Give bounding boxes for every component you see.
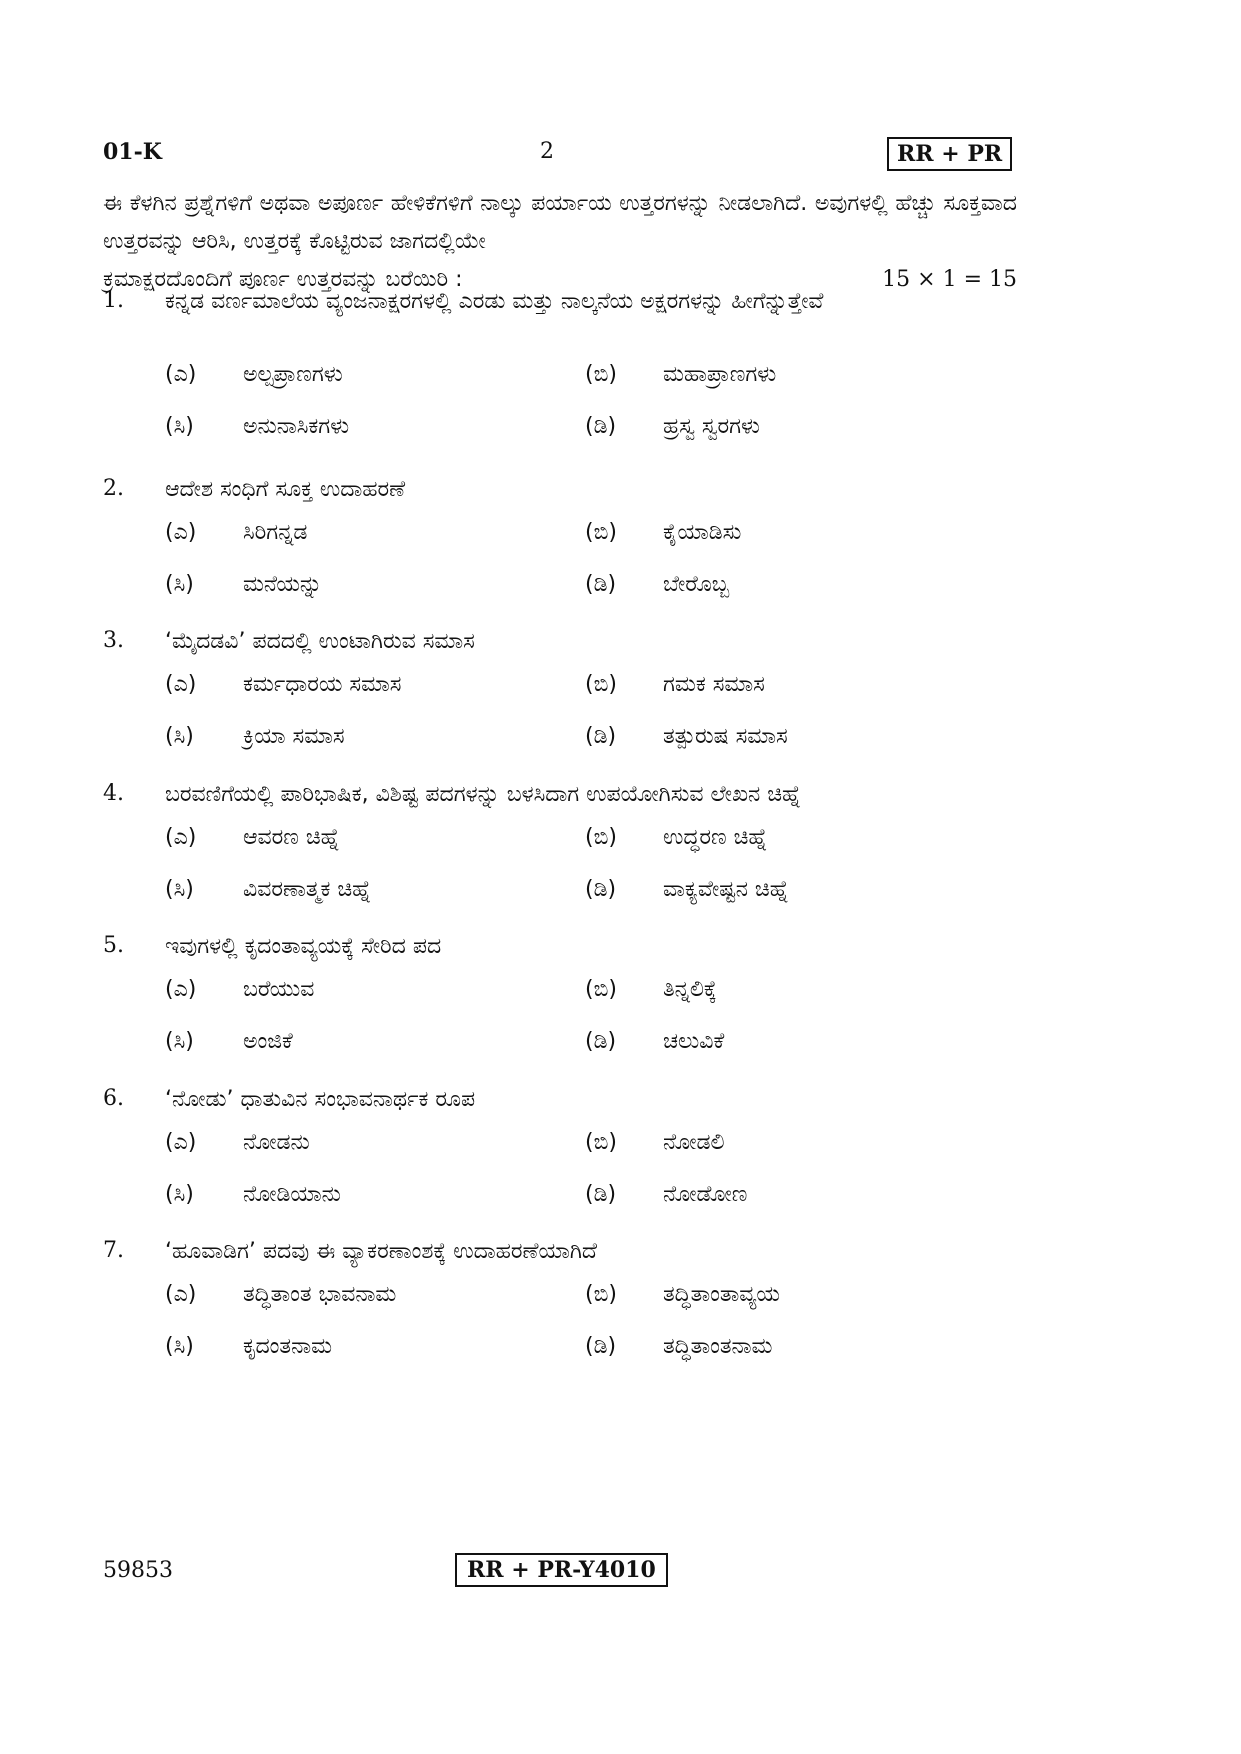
option-text: ನೋಡೋಣ (663, 1182, 748, 1207)
question-3 (103, 620, 1017, 749)
option-c (165, 1182, 341, 1207)
option-text: ವಿವರಣಾತ್ಮಕ ಚಿಹ್ನೆ (243, 877, 372, 902)
question-text: ‘ಹೂವಾಡಿಗ’ ಪದವು ಈ ವ್ಯಾಕರಣಾಂಶಕ್ಕೆ ಉದಾಹರಣೆಯಾಗಿದೆ (165, 1239, 597, 1264)
question-6 (103, 1078, 1017, 1207)
option-b (585, 977, 717, 1002)
option-text: ಮಹಾಪ್ರಾಣಗಳು (663, 362, 777, 387)
footer-code-box: RR + PR-Y4010 (455, 1553, 668, 1587)
option-label: (ಬಿ) (585, 1130, 617, 1155)
option-text: ಕರ್ಮಧಾರಯ ಸಮಾಸ (243, 672, 402, 697)
option-label: (ಬಿ) (585, 520, 617, 545)
option-b (585, 672, 765, 697)
option-b (585, 1282, 780, 1307)
footer-serial: 59853 (103, 1558, 173, 1583)
option-a (165, 825, 340, 850)
option-label: (ಬಿ) (585, 825, 617, 850)
question-number: 1. (103, 288, 124, 313)
option-label: (ಬಿ) (585, 977, 617, 1002)
option-label: (ಎ) (165, 1130, 197, 1155)
option-text: ವಾಕ್ಯವೇಷ್ಟನ ಚಿಹ್ನೆ (663, 877, 789, 902)
option-text: ಅಲ್ಪಪ್ರಾಣಗಳು (243, 362, 343, 387)
option-text: ಉದ್ಧರಣ ಚಿಹ್ನೆ (663, 825, 768, 850)
option-d (585, 414, 760, 439)
instructions-line-2: ಕ್ರಮಾಕ್ಷರದೊಂದಿಗೆ ಪೂರ್ಣ ಉತ್ತರವನ್ನು ಬರೆಯಿರಿ : (103, 267, 463, 292)
option-label: (ಸಿ) (165, 414, 194, 439)
option-d (585, 1334, 772, 1359)
option-label: (ಸಿ) (165, 1182, 194, 1207)
option-text: ತದ್ಧಿತಾಂತನಾಮ (663, 1334, 773, 1359)
question-number: 3. (103, 628, 124, 653)
option-label: (ಸಿ) (165, 572, 194, 597)
option-text: ನೋಡಲಿ (663, 1130, 725, 1155)
question-number: 2. (103, 476, 124, 501)
option-label: (ಸಿ) (165, 724, 194, 749)
option-label: (ಎ) (165, 825, 197, 850)
option-text: ತಿನ್ನಲಿಕ್ಕೆ (663, 977, 717, 1002)
question-text: ಕನ್ನಡ ವರ್ಣಮಾಲೆಯ ವ್ಯಂಜನಾಕ್ಷರಗಳಲ್ಲಿ ಎರಡು ಮತ್ತು ನಾಲ್ಕನೆಯ ಅಕ್ಷರಗಳನ್ನು ಹೀಗೆನ್ನುತ್ತೇವೆ (165, 289, 824, 314)
option-label: (ಡಿ) (585, 572, 617, 597)
option-label: (ಡಿ) (585, 877, 617, 902)
option-text: ಮನೆಯನ್ನು (243, 572, 323, 597)
option-text: ಬೇರೊಬ್ಬ (663, 572, 730, 597)
question-number: 5. (103, 933, 124, 958)
page-number: 2 (540, 139, 554, 164)
option-text: ಅನುನಾಸಿಕಗಳು (243, 414, 350, 439)
option-a (165, 672, 401, 697)
option-b (585, 1130, 725, 1155)
option-a (165, 977, 314, 1002)
option-label: (ಡಿ) (585, 1182, 617, 1207)
option-a (165, 520, 307, 545)
option-label: (ಎ) (165, 362, 197, 387)
option-a (165, 1130, 310, 1155)
question-text: ಇವುಗಳಲ್ಲಿ ಕೃದಂತಾವ್ಯಯಕ್ಕೆ ಸೇರಿದ ಪದ (165, 934, 442, 959)
option-text: ತದ್ಧಿತಾಂತ ಭಾವನಾಮ (243, 1282, 397, 1307)
question-number: 7. (103, 1238, 124, 1263)
option-a (165, 1282, 396, 1307)
question-7 (103, 1230, 1017, 1359)
option-label: (ಡಿ) (585, 414, 617, 439)
option-text: ಕೈಯಾಡಿಸು (663, 520, 742, 545)
option-d (585, 1029, 724, 1054)
option-text: ನೋಡಿಯಾನು (243, 1182, 341, 1207)
option-label: (ಡಿ) (585, 724, 617, 749)
option-c (165, 1334, 332, 1359)
option-a (165, 362, 343, 387)
question-text: ‘ನೋಡು’ ಧಾತುವಿನ ಸಂಭಾವನಾರ್ಥಕ ರೂಪ (165, 1087, 476, 1112)
option-text: ಆವರಣ ಚಿಹ್ನೆ (243, 825, 340, 850)
option-label: (ಬಿ) (585, 1282, 617, 1307)
instructions-line-1: ಈ ಕೆಳಗಿನ ಪ್ರಶ್ನೆಗಳಿಗೆ ಅಥವಾ ಅಪೂರ್ಣ ಹೇಳಿಕೆಗಳಿಗೆ ನಾಲ್ಕು ಪರ್ಯಾಯ ಉತ್ತರಗಳನ್ನು ನೀಡಲಾಗಿದೆ. ಅವುಗಳಲ್ಲಿ ಹೆಚ್ಚು ಸೂಕ್ತವಾದ ಉತ್ತರವನ್ನು ಆರಿಸಿ, ಉತ್ತರಕ್ಕೆ ಕೊಟ್ಟಿರುವ ಜಾಗದಲ್ಲಿಯೇ (103, 191, 1017, 254)
option-label: (ಬಿ) (585, 362, 617, 387)
option-text: ಕ್ರಿಯಾ ಸಮಾಸ (243, 724, 345, 749)
question-number: 6. (103, 1086, 124, 1111)
options (165, 1282, 1017, 1402)
option-label: (ಸಿ) (165, 1334, 194, 1359)
option-label: (ಸಿ) (165, 877, 194, 902)
marks-allocation: 15 × 1 = 15 (882, 267, 1017, 292)
question-number: 4. (103, 781, 124, 806)
paper-code: 01-K (103, 139, 162, 165)
paper-tag-box: RR + PR (887, 137, 1012, 171)
question-text: ಆದೇಶ ಸಂಧಿಗೆ ಸೂಕ್ತ ಉದಾಹರಣೆ (165, 477, 406, 502)
option-d (585, 1182, 747, 1207)
question-2 (103, 468, 1017, 597)
option-label: (ಎ) (165, 672, 197, 697)
option-c (165, 572, 322, 597)
option-b (585, 362, 776, 387)
option-text: ತತ್ಪುರುಷ ಸಮಾಸ (663, 724, 788, 749)
question-4 (103, 773, 1017, 902)
option-label: (ಸಿ) (165, 1029, 194, 1054)
options (165, 362, 1017, 482)
option-label: (ಎ) (165, 1282, 197, 1307)
option-text: ಹ್ರಸ್ವ ಸ್ವರಗಳು (663, 414, 760, 439)
option-label: (ಎ) (165, 520, 197, 545)
option-d (585, 572, 729, 597)
option-text: ನೋಡನು (243, 1130, 310, 1155)
option-b (585, 520, 741, 545)
option-text: ಬರೆಯುವ (243, 977, 315, 1002)
question-text: ಬರವಣಿಗೆಯಲ್ಲಿ ಪಾರಿಭಾಷಿಕ, ವಿಶಿಷ್ಟ ಪದಗಳನ್ನು ಬಳಸಿದಾಗ ಉಪಯೋಗಿಸುವ ಲೇಖನ ಚಿಹ್ನೆ (165, 782, 802, 807)
option-b (585, 825, 767, 850)
option-text: ಅಂಜಿಕೆ (243, 1029, 293, 1054)
option-c (165, 724, 345, 749)
question-text: ‘ಮೈದಡವಿ’ ಪದದಲ್ಲಿ ಉಂಟಾಗಿರುವ ಸಮಾಸ (165, 629, 475, 654)
option-text: ತದ್ಧಿತಾಂತಾವ್ಯಯ (663, 1282, 780, 1307)
question-1 (103, 280, 1017, 439)
option-c (165, 1029, 293, 1054)
option-d (585, 724, 788, 749)
option-text: ಸಿರಿಗನ್ನಡ (243, 520, 308, 545)
option-text: ಕೃದಂತನಾಮ (243, 1334, 333, 1359)
option-label: (ಎ) (165, 977, 197, 1002)
option-label: (ಡಿ) (585, 1334, 617, 1359)
option-d (585, 877, 789, 902)
option-text: ಗಮಕ ಸಮಾಸ (663, 672, 765, 697)
option-c (165, 877, 371, 902)
option-label: (ಬಿ) (585, 672, 617, 697)
option-c (165, 414, 349, 439)
option-label: (ಡಿ) (585, 1029, 617, 1054)
option-text: ಚಲುವಿಕೆ (663, 1029, 725, 1054)
question-5 (103, 925, 1017, 1054)
